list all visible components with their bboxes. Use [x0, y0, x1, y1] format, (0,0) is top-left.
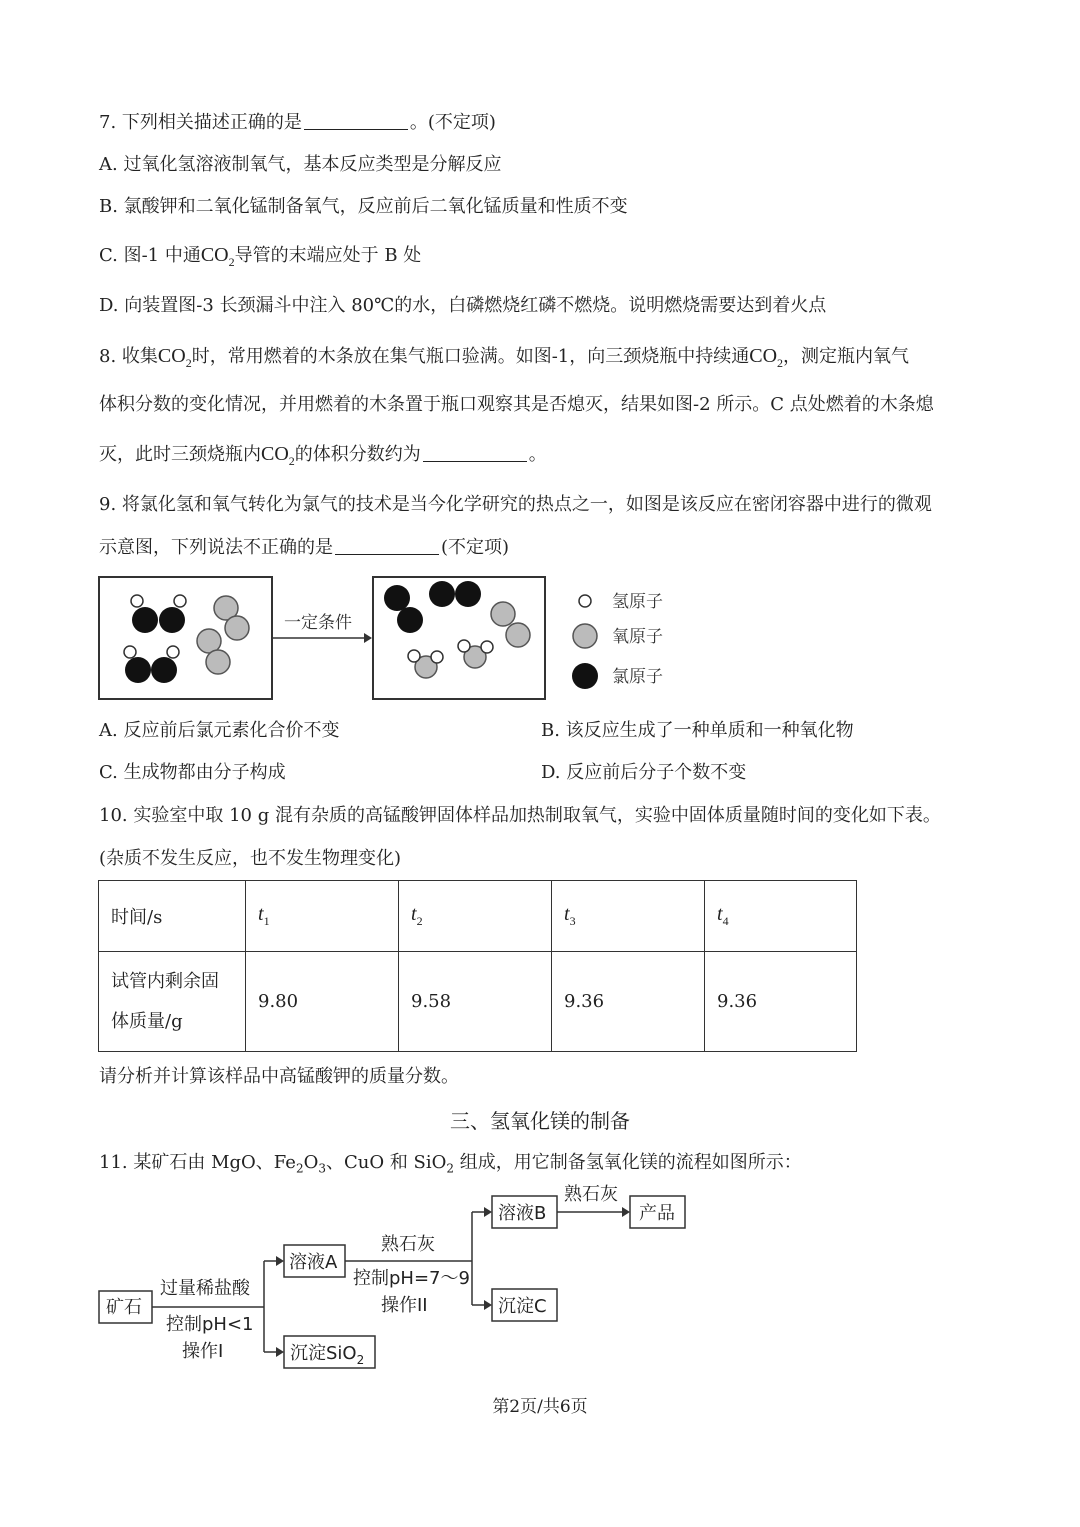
legend-oxygen-label: 氧原子: [612, 627, 663, 647]
hydrogen-atom: [124, 646, 136, 658]
q11-stem: 11. 某矿石由 MgO、$Fe_2O_3$、CuO 和 SiO$_2$ 组成，用它制备氢氧化镁的流程如图所示：: [99, 1152, 802, 1176]
chlorine-atom: [397, 607, 423, 633]
q7-option-a: A. 过氧化氢溶液制氧气，基本反应类型是分解反应: [99, 154, 502, 175]
table-cell: 9.36: [552, 952, 705, 1052]
q7-option-c-text: C. 图-1 中通: [99, 245, 201, 266]
oxygen-atom: [206, 650, 230, 674]
hydrogen-atom: [167, 646, 179, 658]
co2-formula: $CO_2$: [261, 443, 295, 468]
q7-stem-text: 7. 下列相关描述正确的是: [99, 112, 302, 133]
q9-option-d: D. 反应前后分子个数不变: [541, 762, 747, 783]
q10-instruction: 请分析并计算该样品中高锰酸钾的质量分数。: [99, 1066, 459, 1087]
q9-line1: 9. 将氯化氢和氧气转化为氯气的技术是当今化学研究的热点之一，如图是该反应在密闭容器中进行的微观: [99, 494, 932, 515]
flow-reagent1-label: 过量稀盐酸: [160, 1278, 250, 1299]
q11-flowchart: [99, 1184, 685, 1368]
table-cell: 9.36: [705, 952, 857, 1052]
legend-hydrogen-label: 氢原子: [612, 592, 663, 612]
q7-option-b: B. 氯酸钾和二氧化锰制备氧气，反应前后二氧化锰质量和性质不变: [99, 196, 628, 217]
hydrogen-atom: [131, 595, 143, 607]
chlorine-atom: [125, 657, 151, 683]
table-row: [99, 952, 857, 1052]
hydrogen-atom: [481, 641, 493, 653]
flow-ore-label: 矿石: [106, 1297, 142, 1318]
oxygen-atom: [225, 616, 249, 640]
chlorine-atom: [429, 581, 455, 607]
flow-solution-a-label: 溶液A: [289, 1252, 338, 1273]
table-cell: $t_3$: [552, 881, 705, 952]
legend-chlorine-icon: [572, 663, 598, 689]
flow-product-label: 产品: [639, 1203, 675, 1224]
q9-option-c: C. 生成物都由分子构成: [99, 762, 286, 783]
hydrogen-atom: [458, 640, 470, 652]
co2-formula: $CO_2$: [200, 244, 235, 269]
hydrogen-atom: [431, 651, 443, 663]
q7-option-d: D. 向装置图-3 长颈漏斗中注入 80℃的水，白磷燃烧红磷不燃烧。说明燃烧需要达到着火点: [99, 295, 827, 316]
table-row-label: 试管内剩余固 体质量/g: [99, 952, 246, 1052]
chlorine-atom: [151, 657, 177, 683]
chlorine-atom: [132, 607, 158, 633]
oxygen-atom: [491, 602, 515, 626]
chlorine-atom: [455, 581, 481, 607]
table-cell: $t_1$: [246, 881, 399, 952]
before-box: [99, 577, 272, 699]
flow-solution-b-label: 溶液B: [498, 1203, 547, 1224]
co2-formula: $CO_2$: [749, 345, 784, 370]
hydrogen-atom: [408, 650, 420, 662]
flow-reagent2-label: 熟石灰: [381, 1234, 435, 1255]
chlorine-atom: [159, 607, 185, 633]
q9-option-a: A. 反应前后氯元素化合价不变: [99, 720, 340, 741]
hydrogen-atom: [174, 595, 186, 607]
flow-cond1-label: 控制pH<1: [166, 1314, 254, 1335]
q10-mass-table: [98, 880, 857, 1052]
page-footer: 第2页/共6页: [492, 1397, 588, 1417]
legend-oxygen-icon: [573, 624, 597, 648]
section-heading: 三、氢氧化镁的制备: [450, 1109, 630, 1133]
co2-formula: $CO_2$: [157, 345, 192, 370]
table-cell: $t_4$: [705, 881, 857, 952]
q9-line2: 示意图，下列说法不正确的是 (不定项): [99, 537, 510, 558]
q8-line1: 8. 收集$CO_2$时，常用燃着的木条放在集气瓶口验满。如图-1，向三颈烧瓶中持续通$CO_2$，测定瓶内氧气: [99, 345, 910, 370]
table-row-label: 时间/s: [99, 881, 246, 952]
table-cell: 9.58: [399, 952, 552, 1052]
q10-line1: 10. 实验室中取 10 g 混有杂质的高锰酸钾固体样品加热制取氧气，实验中固体质量随时间的变化如下表。: [99, 805, 941, 826]
flow-precip-c-label: 沉淀C: [498, 1296, 547, 1317]
flow-precip-sio2-label: 沉淀SiO$_2$: [290, 1343, 365, 1367]
table-cell: $t_2$: [399, 881, 552, 952]
legend-hydrogen-icon: [579, 595, 591, 607]
table-row: [99, 881, 857, 952]
oxygen-atom: [506, 623, 530, 647]
flow-op2-label: 操作II: [381, 1295, 428, 1316]
arrow-label: 一定条件: [284, 613, 352, 633]
chlorine-atom: [384, 585, 410, 611]
flow-op1-label: 操作I: [182, 1341, 224, 1362]
legend-chlorine-label: 氯原子: [612, 667, 663, 687]
q8-line3: 灭，此时三颈烧瓶内$CO_2$的体积分数约为 。: [99, 443, 547, 468]
flow-reagent3-label: 熟石灰: [564, 1184, 618, 1205]
q7-stem-suffix: 。(不定项): [409, 112, 496, 133]
q10-line2: (杂质不发生反应，也不发生物理变化): [99, 848, 402, 869]
table-cell: 9.80: [246, 952, 399, 1052]
q8-line2: 体积分数的变化情况，并用燃着的木条置于瓶口观察其是否熄灭，结果如图-2 所示。C 点处燃着的木条熄: [99, 394, 934, 415]
flow-cond2-label: 控制pH=7～9: [353, 1268, 470, 1289]
q9-option-b: B. 该反应生成了一种单质和一种氧化物: [541, 720, 854, 741]
q7-option-c-suffix: 导管的末端应处于 B 处: [234, 245, 422, 266]
reaction-arrow-head: [364, 633, 372, 643]
